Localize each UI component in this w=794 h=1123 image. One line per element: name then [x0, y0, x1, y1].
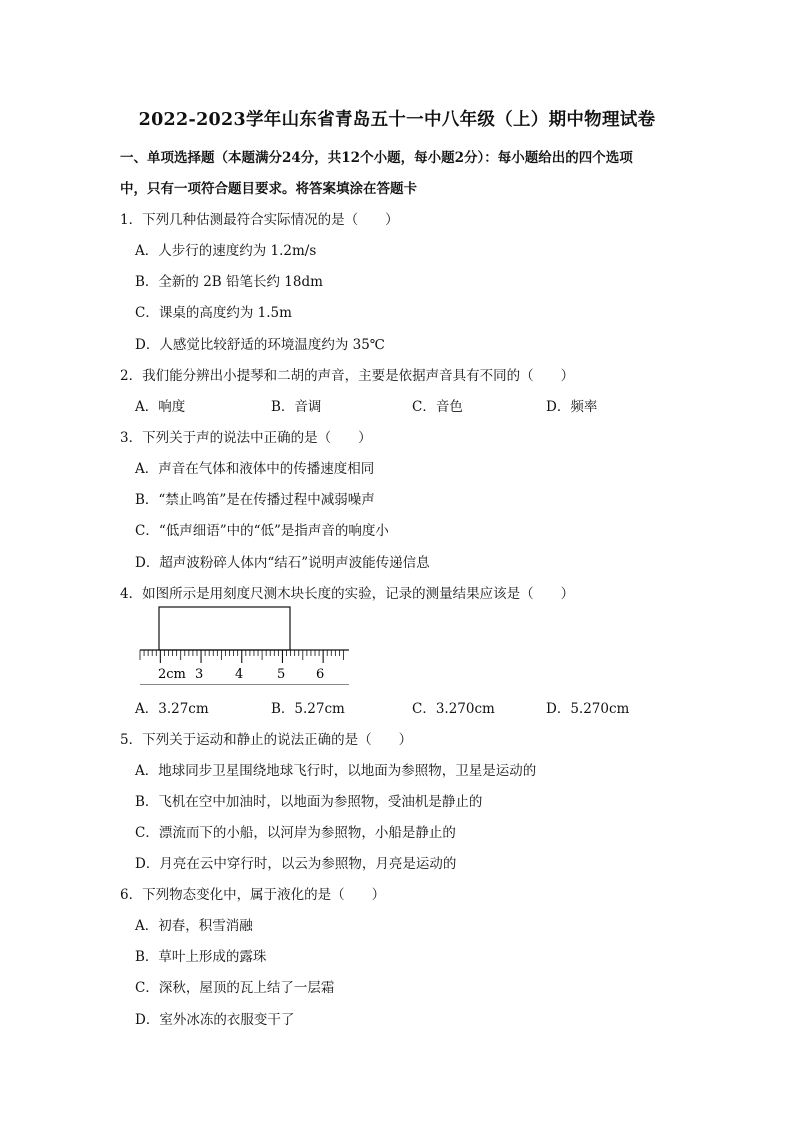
- q5-option-c: C．漂流而下的小船，以河岸为参照物，小船是静止的: [135, 825, 456, 841]
- wooden-block: [159, 607, 290, 650]
- q2-option-a: A．响度: [135, 399, 186, 415]
- question-1-stem: 1．下列几种估测最符合实际情况的是（ ）: [120, 212, 399, 228]
- question-6-stem: 6．下列物态变化中，属于液化的是（ ）: [120, 887, 386, 903]
- q5-option-d: D．月亮在云中穿行时，以云为参照物，月亮是运动的: [135, 856, 457, 872]
- ruler-label-6: 6: [316, 667, 325, 682]
- q6-option-c: C．深秋，屋顶的瓦上结了一层霜: [135, 980, 335, 996]
- ruler-label-4: 4: [235, 667, 244, 682]
- q6-option-d: D．室外冰冻的衣服变干了: [135, 1012, 295, 1028]
- ruler-figure: [138, 605, 354, 685]
- section-heading-line1: 一、单项选择题（本题满分24分，共12个小题，每小题2分）：每小题给出的四个选项: [120, 150, 633, 166]
- q1-option-b: B．全新的 2B 铅笔长约 18dm: [135, 274, 323, 290]
- ruler-label-2cm: 2cm: [158, 667, 186, 682]
- section-heading-line2: 中，只有一项符合题目要求。将答案填涂在答题卡: [120, 181, 417, 197]
- q4-option-b: B．5.27cm: [271, 701, 345, 717]
- q5-option-a: A．地球同步卫星围绕地球飞行时，以地面为参照物，卫星是运动的: [135, 763, 537, 779]
- q1-option-a: A．人步行的速度约为 1.2m/s: [135, 243, 317, 259]
- q4-option-d: D．5.270cm: [546, 701, 630, 717]
- q1-option-c: C．课桌的高度约为 1.5m: [135, 305, 292, 321]
- q2-option-c: C．音色: [412, 399, 463, 415]
- q4-options-row: [135, 697, 655, 717]
- ruler-ticks: [140, 650, 344, 663]
- ruler-label-5: 5: [277, 667, 286, 682]
- question-2-stem: 2．我们能分辨出小提琴和二胡的声音，主要是依据声音具有不同的（ ）: [120, 368, 575, 384]
- q4-option-a: A．3.27cm: [135, 701, 209, 717]
- question-3-stem: 3．下列关于声的说法中正确的是（ ）: [120, 430, 372, 446]
- q3-option-a: A．声音在气体和液体中的传播速度相同: [135, 461, 375, 477]
- q3-option-c: C．“低声细语”中的“低”是指声音的响度小: [135, 523, 389, 539]
- q5-option-b: B．飞机在空中加油时，以地面为参照物，受油机是静止的: [135, 794, 483, 810]
- question-5-stem: 5．下列关于运动和静止的说法正确的是（ ）: [120, 732, 413, 748]
- q3-option-d: D．超声波粉碎人体内“结石”说明声波能传递信息: [135, 555, 430, 571]
- exam-title: 2022-2023学年山东省青岛五十一中八年级（上）期中物理试卷: [138, 110, 656, 130]
- q3-option-b: B．“禁止鸣笛”是在传播过程中减弱噪声: [135, 492, 375, 508]
- ruler-label-3: 3: [195, 667, 204, 682]
- question-4-stem: 4．如图所示是用刻度尺测木块长度的实验，记录的测量结果应该是（ ）: [120, 586, 575, 602]
- q2-option-d: D．频率: [546, 399, 598, 415]
- q1-option-d: D．人感觉比较舒适的环境温度约为 35℃: [135, 337, 385, 353]
- q6-option-a: A．初春，积雪消融: [135, 918, 253, 934]
- q6-option-b: B．草叶上形成的露珠: [135, 949, 267, 965]
- q4-option-c: C．3.270cm: [412, 701, 495, 717]
- q2-options-row: [135, 395, 655, 415]
- q2-option-b: B．音调: [271, 399, 322, 415]
